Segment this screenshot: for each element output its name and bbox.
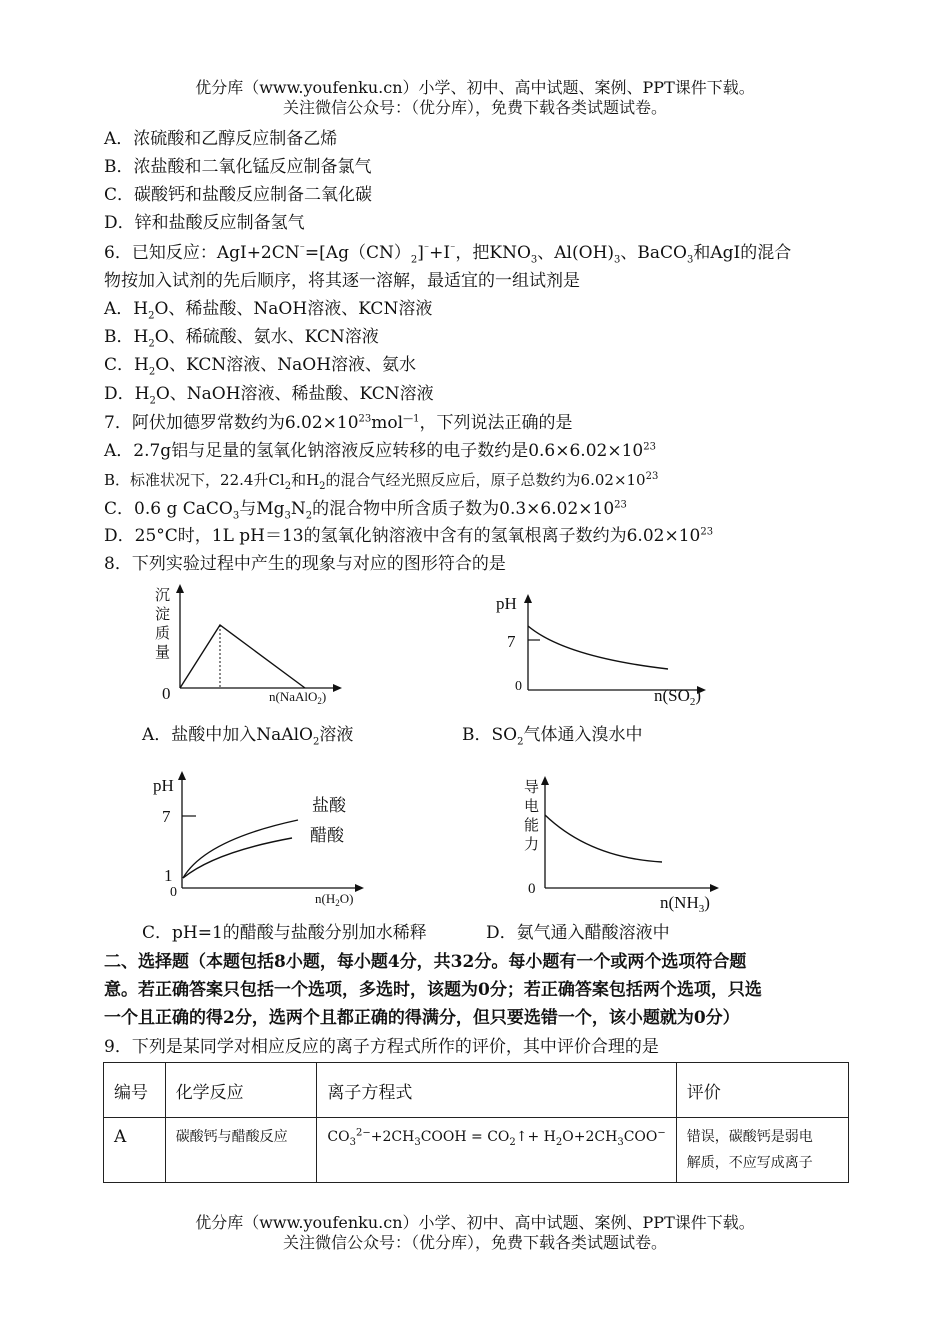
footer-line-1: 优分库（www.youfenku.cn）小学、初中、高中试题、案例、PPT课件下载。 xyxy=(195,1213,755,1232)
q6-option-c: C．$H_2O$、KCN溶液、NaOH溶液、氨水 xyxy=(104,355,417,378)
graph-c-tick1-label: 1 xyxy=(164,866,173,885)
footer-line-2: 关注微信公众号：（优分库），免费下载各类试题试卷。 xyxy=(282,1233,667,1252)
header-line-2: 关注微信公众号：（优分库），免费下载各类试题试卷。 xyxy=(282,98,667,117)
graph-a-curve xyxy=(180,625,305,688)
header-reaction: 化学反应 xyxy=(165,1063,317,1118)
q6-option-a: A．$H_2O$、稀盐酸、NaOH溶液、KCN溶液 xyxy=(104,299,433,322)
graph-b-origin: 0 xyxy=(515,679,522,694)
graph-c-label-hac: 醋酸 xyxy=(310,826,344,845)
graph-b-ylabel: pH xyxy=(496,594,517,613)
graph-c xyxy=(153,775,360,908)
q6-stem-line-1: 6．已知反应：$AgI+2CN^{^-}=[Ag(CN)_2]^{^-}+I^{^-}$，把$KNO_3$、$Al(OH)_3$、BaCO$_3$和AgI的混合 xyxy=(104,243,792,266)
section2-line-3: 一个且正确的得2分，选两个且都正确的得满分，但只要选错一个，该小题就为0分） xyxy=(104,1008,740,1028)
q9-stem: 9．下列是某同学对相应反应的离子方程式所作的评价，其中评价合理的是 xyxy=(104,1037,659,1057)
graph-d-ylabel-2: 电 xyxy=(524,799,540,815)
table-row xyxy=(104,1118,849,1183)
q9-table-header xyxy=(104,1063,849,1118)
graph-a-origin: 0 xyxy=(162,684,171,703)
graph-a-ylabel-3: 质 xyxy=(155,626,171,642)
q7-option-c: C．0.6 g CaCO$_3$与$Mg_3N_2$的混合物中所含质子数为$0.3\times 6.02\times 10^{23}$ xyxy=(104,499,627,522)
graph-b-curve xyxy=(528,626,668,669)
q6-stem-line-2: 物按加入试剂的先后顺序，将其逐一溶解，最适宜的一组试剂是 xyxy=(104,271,580,291)
graph-a-caption: A．盐酸中加入NaAlO$_2$溶液 xyxy=(142,725,354,748)
row-a-evaluation: 错误，碳酸钙是弱电 解质，不应写成离子 xyxy=(676,1118,848,1183)
row-a-equation: $CO_3^{2-}+2CH_3COOH$ = $CO_2↑+ H_2O+2CH_3COO^-$ xyxy=(317,1118,676,1183)
q5-option-d: D．锌和盐酸反应制备氢气 xyxy=(104,213,305,233)
graph-d-xlabel: $n(NH_3)$ xyxy=(660,893,710,915)
row-a-reaction: 碳酸钙与醋酸反应 xyxy=(165,1118,317,1183)
graph-c-curve-hac xyxy=(183,838,292,878)
graph-b xyxy=(496,594,702,708)
section2-line-1: 二、选择题（本题包括8小题，每小题4分，共32分。每小题有一个或两个选项符合题 xyxy=(104,952,747,972)
graph-b-caption: B．$SO_2$气体通入溴水中 xyxy=(462,725,643,748)
graph-b-xlabel: $n(SO_2)$ xyxy=(654,686,702,708)
graph-c-curve-hcl xyxy=(183,820,298,878)
q7-option-d: D．25°C时，1L pH＝13的氢氧化钠溶液中含有的氢氧根离子数约为$6.02\times 10^{23}$ xyxy=(104,526,714,546)
q6-option-b: B．$H_2O$、稀硫酸、氨水、KCN溶液 xyxy=(104,327,379,350)
graph-c-caption: C．pH=1的醋酸与盐酸分别加水稀释 xyxy=(142,923,427,943)
q7-stem: 7．阿伏加德罗常数约为$6.02\times 10^{23}mol^{—1}$，下列说法正确的是 xyxy=(104,413,573,433)
section2-line-2: 意。若正确答案只包括一个选项，多选时，该题为0分；若正确答案包括两个选项，只选 xyxy=(104,980,762,1000)
q5-option-a: A．浓硫酸和乙醇反应制备乙烯 xyxy=(104,129,338,149)
graph-d-ylabel-1: 导 xyxy=(524,780,540,796)
graph-c-ylabel: pH xyxy=(153,776,174,795)
graph-d-curve xyxy=(545,815,662,862)
graph-a-xlabel: n(NaAlO$_2$) xyxy=(269,689,327,706)
graph-c-xlabel: $n(H_2O)$ xyxy=(315,891,354,908)
graph-b-tick-label: 7 xyxy=(507,632,516,651)
q6-option-d: D．$H_2O$、NaOH溶液、稀盐酸、KCN溶液 xyxy=(104,384,434,407)
graph-a-ylabel-4: 量 xyxy=(155,645,171,661)
graph-a-ylabel-1: 沉 xyxy=(155,588,171,604)
q5-option-c: C．碳酸钙和盐酸反应制备二氧化碳 xyxy=(104,185,373,205)
row-a-id: A xyxy=(104,1118,166,1183)
graph-d-ylabel-3: 能 xyxy=(524,818,540,834)
graph-d xyxy=(524,779,715,915)
header-id: 编号 xyxy=(104,1063,166,1118)
header-equation: 离子方程式 xyxy=(317,1063,676,1118)
graph-c-tick7-label: 7 xyxy=(162,807,171,826)
q8-stem: 8．下列实验过程中产生的现象与对应的图形符合的是 xyxy=(104,554,506,574)
header-evaluation: 评价 xyxy=(676,1063,848,1118)
graph-d-ylabel-4: 力 xyxy=(524,837,540,853)
q5-option-b: B．浓盐酸和二氧化锰反应制备氯气 xyxy=(104,157,372,177)
header-line-1: 优分库（www.youfenku.cn）小学、初中、高中试题、案例、PPT课件下载。 xyxy=(195,78,755,97)
graph-d-origin: 0 xyxy=(528,881,536,897)
q7-option-a: A．2.7g铝与足量的氢氧化钠溶液反应转移的电子数约是$0.6\times 6.02\times 10^{23}$ xyxy=(104,441,656,461)
graph-a-ylabel-2: 淀 xyxy=(155,607,171,623)
q9-table xyxy=(103,1062,849,1183)
graph-d-caption: D．氨气通入醋酸溶液中 xyxy=(486,923,670,943)
graph-a xyxy=(155,587,338,706)
graph-c-origin: 0 xyxy=(170,885,177,900)
graph-c-label-hcl: 盐酸 xyxy=(312,796,346,815)
q7-option-b: B．标准状况下，22.4升$Cl_2$和$H_2$的混合气经光照反应后，原子总数约为$6.02\times 10^{23}$ xyxy=(104,471,659,492)
